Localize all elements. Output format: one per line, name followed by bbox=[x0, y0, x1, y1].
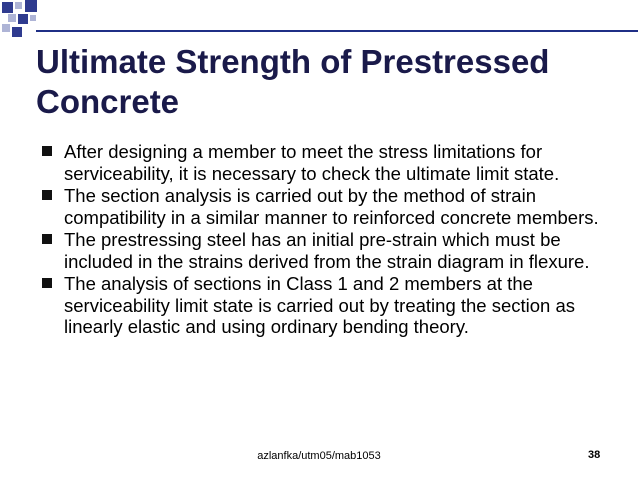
bullet-item bbox=[42, 141, 602, 184]
deco-square bbox=[12, 27, 22, 37]
deco-square bbox=[8, 14, 16, 22]
bullet-text: The prestressing steel has an initial pre-strain which must be included in the strains derived from the strain diagram in flexure. bbox=[64, 229, 590, 272]
title-divider-line bbox=[36, 30, 638, 32]
slide-title: Ultimate Strength of Prestressed Concrete bbox=[36, 43, 550, 120]
deco-square bbox=[25, 0, 37, 12]
deco-square bbox=[30, 15, 36, 21]
bullet-item bbox=[42, 273, 602, 338]
deco-square bbox=[18, 14, 28, 24]
deco-square bbox=[2, 2, 13, 13]
deco-square bbox=[15, 2, 22, 9]
square-bullet-icon bbox=[42, 278, 52, 288]
bullet-item bbox=[42, 185, 602, 228]
square-bullet-icon bbox=[42, 234, 52, 244]
bullet-text: After designing a member to meet the stress limitations for serviceability, it is necessary to check the ultimate limit state. bbox=[64, 141, 560, 184]
bullet-list bbox=[42, 141, 602, 339]
deco-square bbox=[2, 24, 10, 32]
bullet-text: The analysis of sections in Class 1 and 2 members at the serviceability limit state is carried out by treating the section as linearly elastic and using ordinary bending theory. bbox=[64, 273, 576, 337]
square-bullet-icon bbox=[42, 190, 52, 200]
bullet-text: The section analysis is carried out by the method of strain compatibility in a similar manner to reinforced concrete members. bbox=[64, 185, 599, 228]
page-number: 38 bbox=[588, 449, 601, 461]
bullet-item bbox=[42, 229, 602, 272]
square-bullet-icon bbox=[42, 146, 52, 156]
slide-footer: azlanfka/utm05/mab1053 bbox=[257, 450, 381, 462]
